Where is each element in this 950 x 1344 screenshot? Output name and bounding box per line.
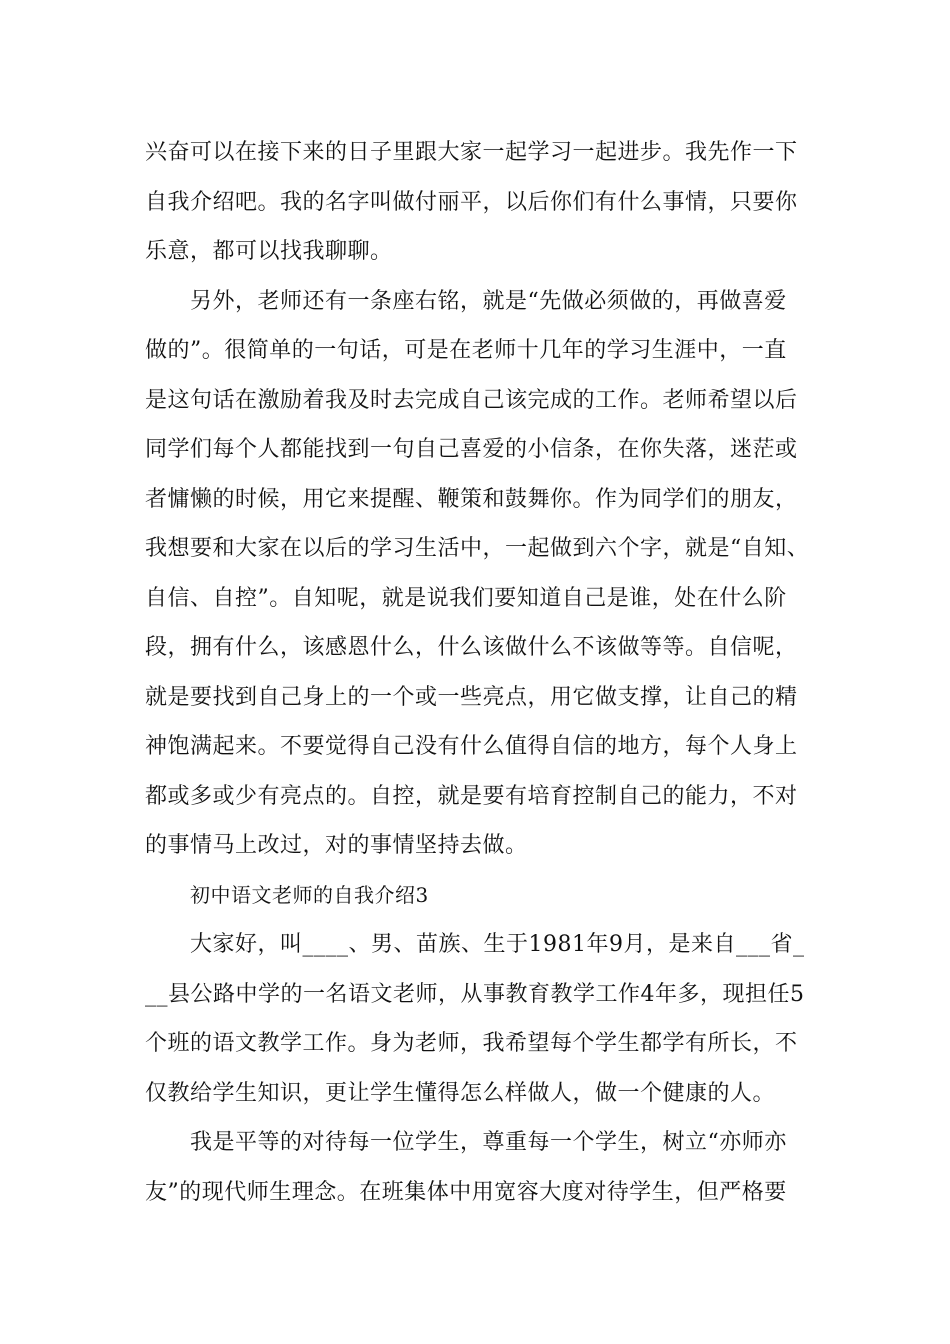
paragraph-start-line: 大家好，叫____、男、苗族、生于1981年9月，是来自___省_ — [190, 932, 805, 957]
text-line: __县公路中学的一名语文老师，从事教育教学工作4年多，现担任5 — [145, 981, 805, 1007]
paragraph-start-line: 我是平等的对待每一位学生，尊重每一个学生，树立“亦师亦 — [190, 1130, 787, 1155]
text-line: 仅教给学生知识，更让学生懂得怎么样做人，做一个健康的人。 — [145, 1080, 776, 1106]
text-line: 做的”。很简单的一句话，可是在老师十几年的学习生涯中，一直 — [145, 338, 787, 363]
text-line: 自我介绍吧。我的名字叫做付丽平，以后你们有什么事情，只要你 — [145, 189, 798, 215]
text-line: 兴奋可以在接下来的日子里跟大家一起学习一起进步。我先作一下 — [145, 140, 798, 165]
paragraph-start-line: 另外，老师还有一条座右铭，就是“先做必须做的，再做喜爱 — [190, 288, 787, 314]
text-line: 的事情马上改过，对的事情坚持去做。 — [145, 833, 528, 858]
text-line: 是这句话在激励着我及时去完成自己该完成的工作。老师希望以后 — [145, 387, 798, 413]
text-line: 自信、自控”。自知呢，就是说我们要知道自己是谁，处在什么阶 — [145, 585, 787, 611]
text-line: 者慵懒的时候，用它来提醒、鞭策和鼓舞你。作为同学们的朋友， — [145, 486, 798, 512]
text-line: 就是要找到自己身上的一个或一些亮点，用它做支撑，让自己的精 — [145, 684, 798, 710]
section-heading: 初中语文老师的自我介绍3 — [190, 882, 429, 907]
text-line: 都或多或少有亮点的。自控，就是要有培育控制自己的能力，不对 — [145, 783, 798, 809]
text-line: 个班的语文教学工作。身为老师，我希望每个学生都学有所长，不 — [145, 1031, 798, 1056]
text-line: 段，拥有什么，该感恩什么，什么该做什么不该做等等。自信呢， — [145, 635, 798, 660]
text-line: 同学们每个人都能找到一句自己喜爱的小信条，在你失落，迷茫或 — [145, 437, 798, 462]
text-line: 神饱满起来。不要觉得自己没有什么值得自信的地方，每个人身上 — [145, 734, 798, 759]
text-line: 乐意，都可以找我聊聊。 — [145, 239, 393, 264]
text-line: 友”的现代师生理念。在班集体中用宽容大度对待学生，但严格要 — [145, 1179, 787, 1205]
document-body — [145, 128, 825, 1217]
text-line: 我想要和大家在以后的学习生活中，一起做到六个字，就是“自知、 — [145, 536, 810, 561]
